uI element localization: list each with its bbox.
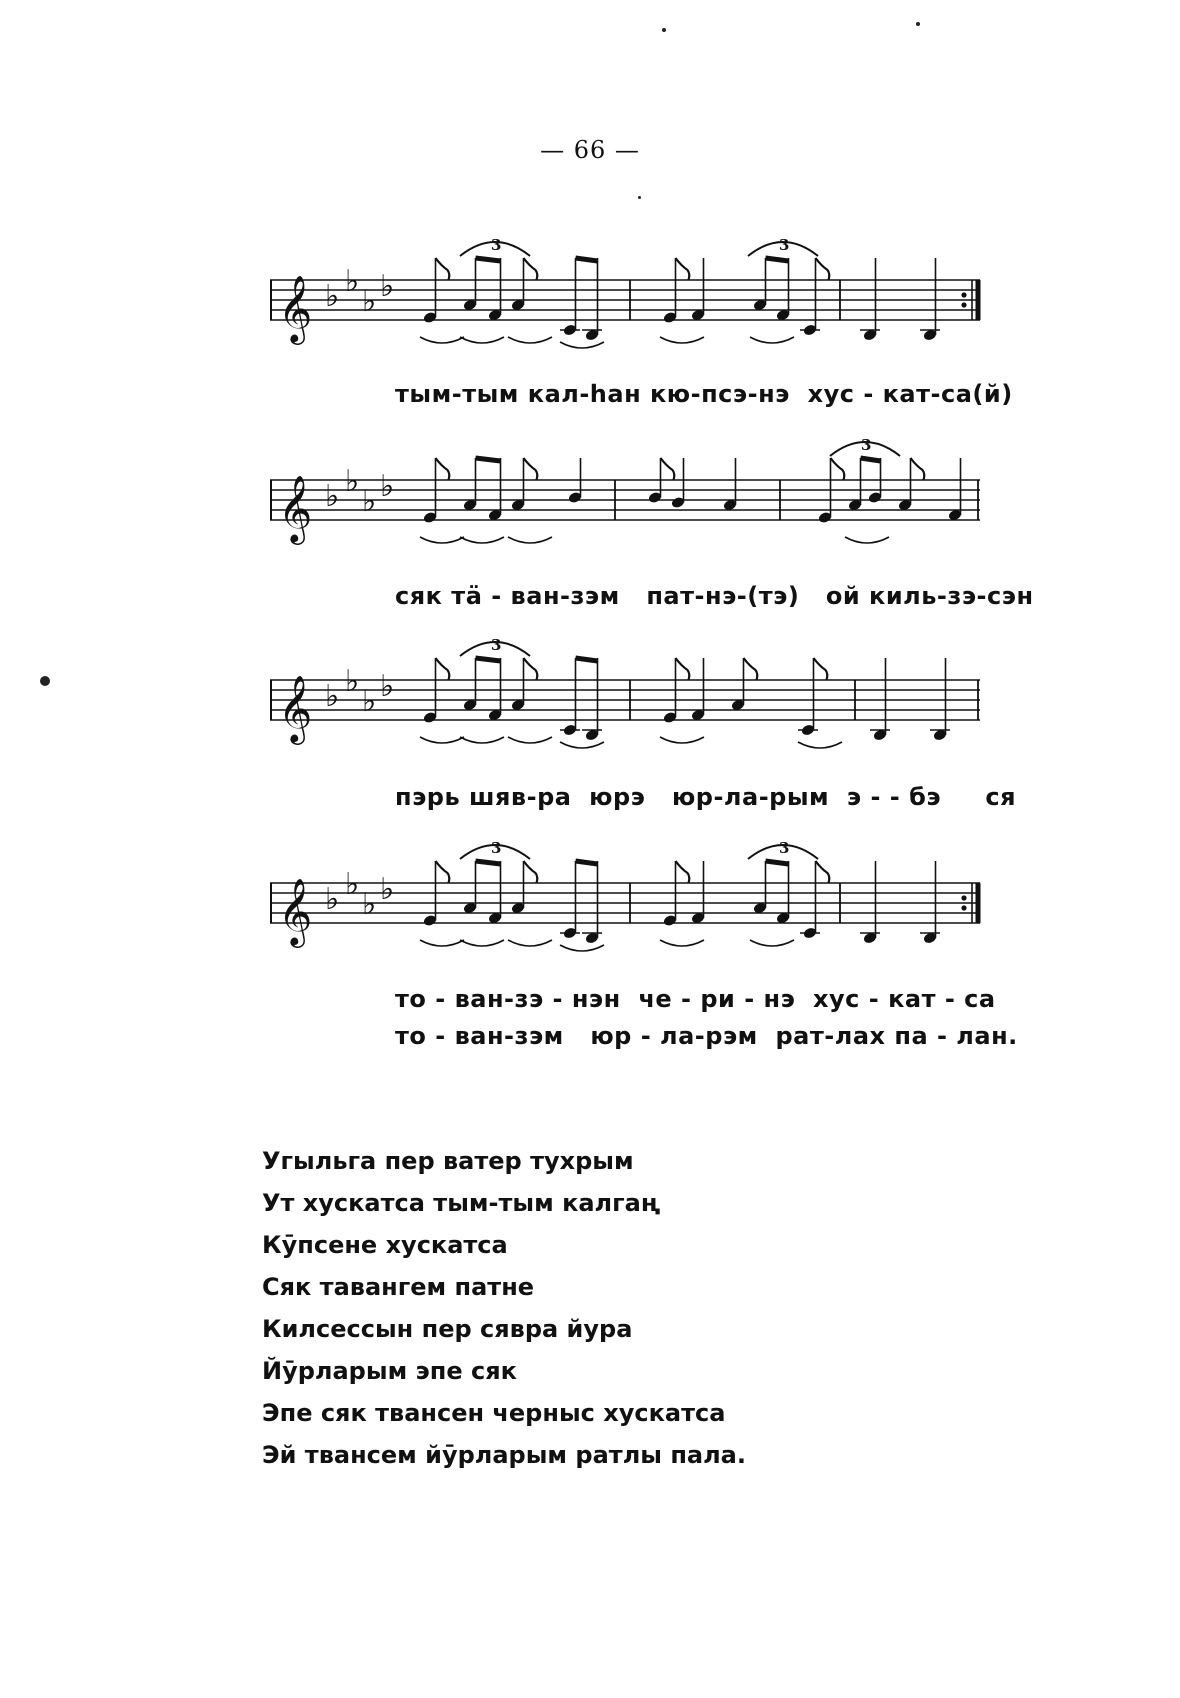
note-flag <box>816 258 830 280</box>
note-beam <box>576 258 598 261</box>
staff-svg <box>270 436 990 565</box>
staff-system <box>270 236 990 365</box>
repeat-dot <box>961 302 966 307</box>
note-flag <box>436 861 450 883</box>
slur <box>420 737 464 743</box>
repeat-dot <box>961 905 966 910</box>
ink-speck <box>662 28 666 32</box>
slur <box>460 537 504 543</box>
flat-icon: ♭ <box>380 872 395 907</box>
verse-line: Сяк тавангем патне <box>262 1273 535 1301</box>
note-flag <box>911 458 925 480</box>
note-flag <box>831 458 845 480</box>
note-flag <box>524 861 538 883</box>
staff-system <box>270 839 990 968</box>
note-beam <box>476 658 501 661</box>
flat-icon: ♭ <box>325 882 340 917</box>
note-flag <box>676 258 690 280</box>
triplet-number: 3 <box>491 236 502 254</box>
verse-line: Йӯрларым эпе сяк <box>262 1357 517 1385</box>
note-flag <box>676 861 690 883</box>
note-flag <box>676 658 690 680</box>
flat-icon: ♭ <box>380 669 395 704</box>
treble-clef-icon: 𝄞 <box>278 274 313 342</box>
lyric-line: то - ван-зэ - нэн че - ри - нэ хус - кат - са <box>395 985 996 1013</box>
staff-svg <box>270 236 990 365</box>
flat-icon: ♭ <box>362 284 377 319</box>
flat-icon: ♭ <box>380 269 395 304</box>
slur <box>508 537 552 543</box>
page-number: — 66 — <box>540 136 640 164</box>
ink-speck <box>638 196 641 199</box>
slur <box>420 940 464 946</box>
note-flag <box>436 458 450 480</box>
triplet-number: 3 <box>491 636 502 654</box>
note-flag <box>814 658 828 680</box>
note-beam <box>766 861 789 864</box>
lyric-line: тым-тым кал-һан кю-псэ-нэ хус - кат-са(й) <box>395 380 1013 408</box>
treble-clef-icon: 𝄞 <box>278 877 313 945</box>
slur <box>420 537 464 543</box>
triplet-number: 3 <box>861 436 872 454</box>
slur <box>460 737 504 743</box>
verse-line: Угыльга пер ватер тухрым <box>262 1147 634 1175</box>
note-beam <box>861 458 881 461</box>
repeat-dot <box>961 895 966 900</box>
flat-icon: ♭ <box>325 279 340 314</box>
flat-icon: ♭ <box>362 887 377 922</box>
flat-icon: ♭ <box>345 664 360 699</box>
note-beam <box>576 861 598 864</box>
slur <box>560 742 604 748</box>
note-flag <box>436 658 450 680</box>
slur <box>750 940 794 946</box>
treble-clef-icon: 𝄞 <box>278 474 313 542</box>
slur <box>798 742 842 748</box>
note-flag <box>816 861 830 883</box>
slur <box>460 337 504 343</box>
note-beam <box>476 861 501 864</box>
treble-clef-icon: 𝄞 <box>278 674 313 742</box>
note-flag <box>524 258 538 280</box>
slur <box>508 737 552 743</box>
repeat-dot <box>961 292 966 297</box>
note-flag <box>744 658 758 680</box>
flat-icon: ♭ <box>380 469 395 504</box>
triplet-number: 3 <box>779 839 790 857</box>
verse-line: Эпе сяк твансен черныс хускатса <box>262 1399 726 1427</box>
verse-line: Кӯпсене хускатса <box>262 1231 508 1259</box>
triplet-number: 3 <box>491 839 502 857</box>
slur <box>845 537 889 543</box>
staff-svg <box>270 636 990 765</box>
lyric-line: пэрь шяв-ра юрэ юр-ла-рым э - - бэ ся <box>395 783 1016 811</box>
staff-system <box>270 436 990 565</box>
note-flag <box>661 458 675 480</box>
note-beam <box>766 258 789 261</box>
flat-icon: ♭ <box>345 867 360 902</box>
note-flag <box>524 658 538 680</box>
flat-icon: ♭ <box>362 484 377 519</box>
note-flag <box>524 458 538 480</box>
slur <box>660 337 704 343</box>
verse-text <box>262 1140 746 1476</box>
slur <box>660 940 704 946</box>
flat-icon: ♭ <box>325 479 340 514</box>
slur <box>508 940 552 946</box>
triplet-number: 3 <box>779 236 790 254</box>
note-beam <box>576 658 598 661</box>
staff-system <box>270 636 990 765</box>
lyric-line: сяк тä - ван-зэм пат-нэ-(тэ) ой киль-зэ-сэн <box>395 582 1034 610</box>
verse-line: Килсессын пер сявра йура <box>262 1315 633 1343</box>
flat-icon: ♭ <box>345 264 360 299</box>
slur <box>750 337 794 343</box>
slur <box>460 940 504 946</box>
note-flag <box>436 258 450 280</box>
note-beam <box>476 458 501 461</box>
staff-svg <box>270 839 990 968</box>
verse-line: Эй твансем йӯрларым ратлы пала. <box>262 1441 746 1469</box>
flat-icon: ♭ <box>345 464 360 499</box>
verse-line: Ут хускатса тым-тым калгаң <box>262 1189 661 1217</box>
note-beam <box>476 258 501 261</box>
slur <box>420 337 464 343</box>
slur <box>560 342 604 348</box>
lyric-line: то - ван-зэм юр - ла-рэм рат-лах па - лан. <box>395 1022 1018 1050</box>
slur <box>508 337 552 343</box>
ink-speck <box>40 676 50 686</box>
flat-icon: ♭ <box>362 684 377 719</box>
slur <box>560 945 604 951</box>
ink-speck <box>916 22 920 26</box>
slur <box>660 737 704 743</box>
flat-icon: ♭ <box>325 679 340 714</box>
